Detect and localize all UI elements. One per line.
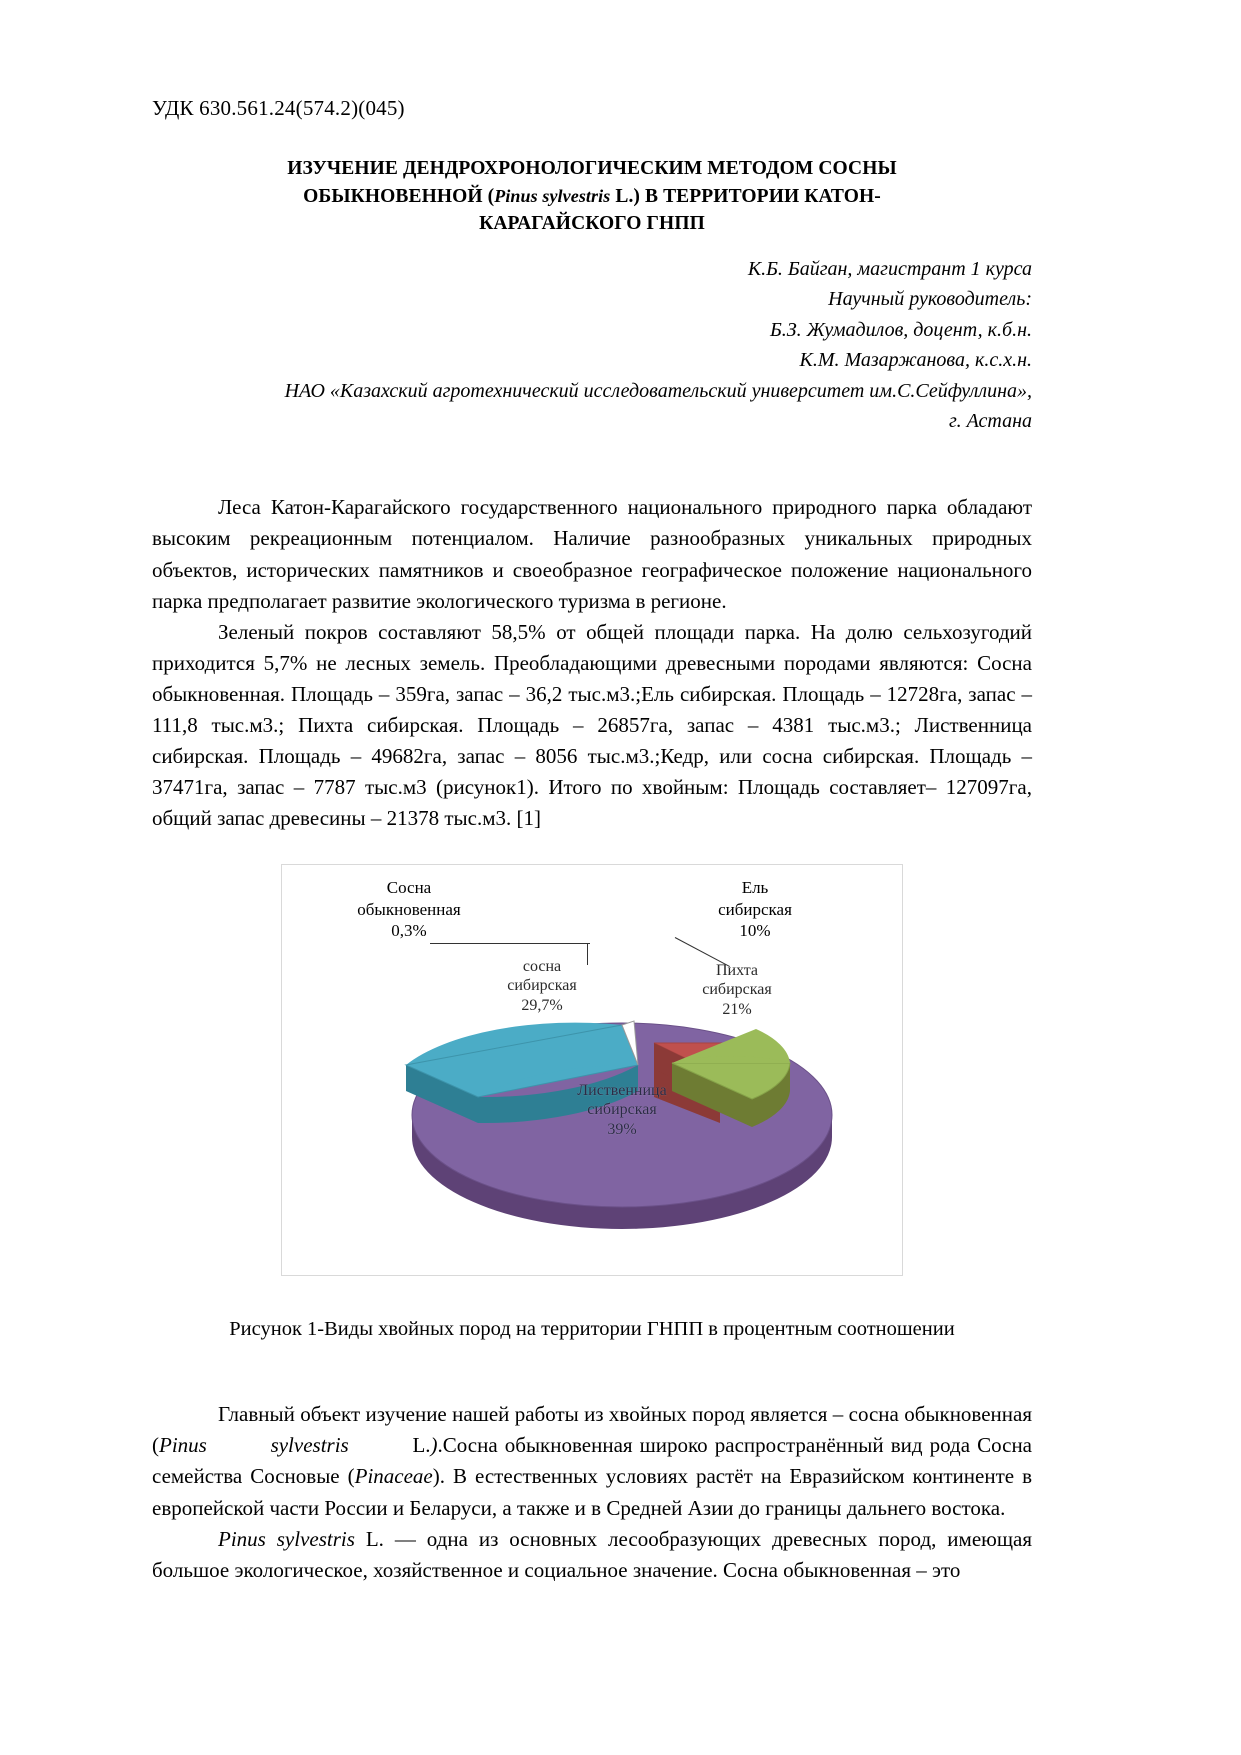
p3-italic-family: Pinaceae [354, 1464, 433, 1489]
p3-italic-paren: ) [430, 1433, 438, 1458]
slice-label-listvennica-line2: сибирская [587, 1101, 657, 1119]
label-el-line2: сибирская [718, 899, 792, 919]
p3-seg3: .Сосна обыкновенная широко распространённый вид рода Сосна семейства Сосновые ( [152, 1433, 1033, 1489]
paragraph-3 [152, 1399, 1032, 1523]
slice-label-pihta-line2: сибирская [702, 981, 772, 999]
title-species-name: Pinus sylvestris [494, 185, 611, 206]
supervisor-1: Б.З. Жумадилов, доцент, к.б.н. [769, 318, 1032, 341]
figure-caption: Рисунок 1-Виды хвойных пород на территории ГНПП в процентным соотношении [229, 1318, 955, 1341]
title-line-1: ИЗУЧЕНИЕ ДЕНДРОХРОНОЛОГИЧЕСКИМ МЕТОДОМ СОСНЫ [287, 158, 897, 179]
p4-italic-species: Pinus sylvestris [218, 1526, 355, 1551]
p3-italic-species: sylvestris [270, 1433, 349, 1458]
title-line-2-suffix: L.) В ТЕРРИТОРИИ КАТОН- [610, 185, 881, 207]
author-block [152, 254, 1032, 436]
slice-label-pihta-sibirskaya [682, 961, 792, 1019]
article-title [197, 155, 987, 238]
intro-paragraphs [152, 492, 1032, 834]
following-paragraphs [152, 1399, 1032, 1585]
udk-code: УДК 630.561.24(574.2)(045) [152, 96, 405, 120]
slice-label-pihta-value: 21% [722, 1000, 752, 1018]
p3-seg4: ). В естественных условиях растёт на Евразийском континенте в европейской части России и Беларуси, а также и в Средней Азии до границы дальнего востока. [152, 1464, 1032, 1520]
slice-label-pihta-line1: Пихта [715, 962, 758, 980]
paragraph-1: Леса Катон-Карагайского государственного национального природного парка обладают высоким рекреационным потенциалом. Наличие разнообразных уникальных природных объектов, исторических памятников и своеобразное географическое положение национального парка предполагает развитие экологического туризма в регионе. [152, 495, 1032, 613]
title-line-2-prefix: ОБЫКНОВЕННОЙ ( [303, 185, 495, 207]
pie-chart [281, 864, 903, 1276]
p3-seg2: L. [412, 1433, 431, 1458]
title-line-3: КАРАГАЙСКОГО ГНПП [479, 213, 705, 235]
p4-seg1: L. — одна из основных лесообразующих древесных пород, имеющая большое экологическое, хозяйственное и социальное значение. Сосна обыкновенная – это [152, 1526, 1032, 1582]
affiliation: НАО «Казахский агротехнический исследовательский университет им.С.Сейфуллина», [284, 379, 1032, 402]
label-sosna-ob-line2: обыкновенная [357, 899, 461, 919]
slice-label-listvennica-sibirskaya [537, 1081, 707, 1139]
page-content [152, 96, 1032, 1586]
label-el-value: 10% [739, 920, 771, 940]
label-sosna-ob-value: 0,3% [391, 920, 427, 940]
slice-label-sosna-sib-value: 29,7% [521, 996, 563, 1014]
slice-label-sosna-sibirskaya [482, 957, 602, 1015]
paragraph-4 [152, 1524, 1032, 1586]
supervisor-label: Научный руководитель: [828, 288, 1032, 311]
label-sosna-ob-line1: Сосна [386, 878, 432, 898]
slice-label-sosna-sib-line2: сибирская [507, 977, 577, 995]
figure-1 [152, 864, 1032, 1276]
author-1: К.Б. Байган, магистрант 1 курса [747, 258, 1032, 281]
p3-italic-genus: Pinus [159, 1433, 207, 1458]
label-el-line1: Ель [741, 878, 769, 898]
pie-chart-svg [282, 865, 902, 1275]
slice-label-listvennica-line1: Лиственница [577, 1082, 667, 1100]
slice-label-sosna-sib-line1: сосна [522, 958, 562, 976]
slice-label-listvennica-value: 39% [607, 1120, 637, 1138]
supervisor-2: К.М. Мазаржанова, к.с.х.н. [799, 349, 1032, 372]
p3-seg1: Главный объект изучение нашей работы из хвойных пород является – сосна обыкновенная ( [152, 1402, 1032, 1458]
city: г. Астана [949, 410, 1032, 433]
paragraph-2: Зеленый покров составляют 58,5% от общей площади парка. На долю сельхозугодий приходится 5,7% не лесных земель. Преобладающими древесными породами являются: Сосна обыкновенная. Площадь – 359га, запас – 36,2 тыс.м3.;Ель сибирская. Площадь – 12728га, запас – 111,8 тыс.м3.; Пихта сибирская. Площадь – 26857га, запас – 4381 тыс.м3.; Лиственница сибирская. Площадь – 49682га, запас – 8056 тыс.м3.;Кедр, или сосна сибирская. Площадь – 37471га, запас – 7787 тыс.м3 (рисунок1). Итого по хвойным: Площадь составляет– 127097га, общий запас древесины – 21378 тыс.м3. [1] [152, 619, 1032, 831]
